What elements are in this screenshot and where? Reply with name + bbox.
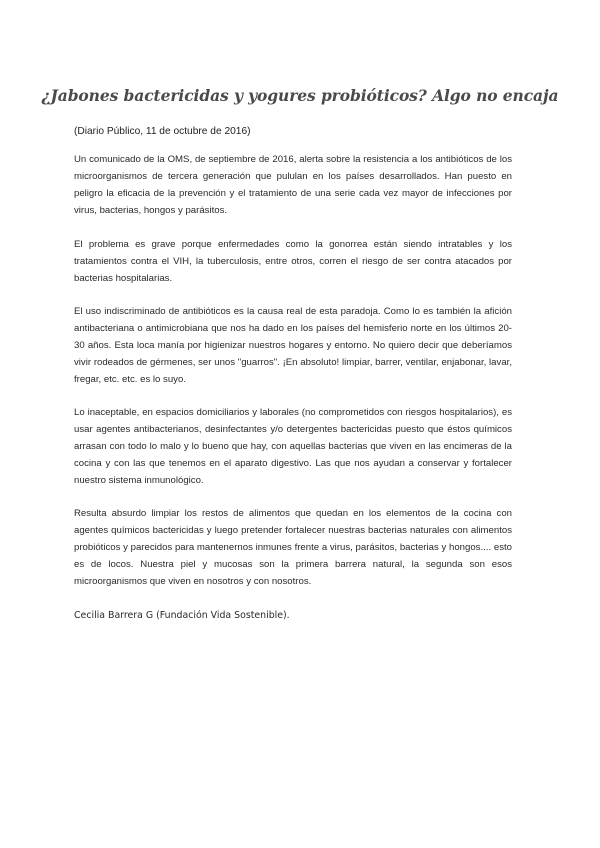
paragraph-2: El problema es grave porque enfermedades como la gonorrea están siendo intratables y los tratamientos contra el VIH, la tuberculosis, entre otros, corren el riesgo de ser contra atacados por bacterias hospitalarias. — [74, 239, 512, 284]
paragraph-3: El uso indiscriminado de antibióticos es la causa real de esta paradoja. Como lo es también la afición antibacteriana o antimicrobiana que nos ha dado en los países del hemisferio norte en los últimos 20-30 años. Esta loca manía por higienizar nuestros hogares y entorno. No quiero decir que deberíamos vivir rodeados de gérmenes, ser unos "guarros". ¡En absoluto! limpiar, barrer, ventilar, enjabonar, lavar, fregar, etc. etc. es lo suyo. — [74, 306, 512, 385]
author-signature: Cecilia Barrera G (Fundación Vida Sostenible). — [74, 610, 290, 621]
paragraph-4: Lo inaceptable, en espacios domiciliarios y laborales (no comprometidos con riesgos hospitalarios), es usar agentes antibacterianos, desinfectantes y/o detergentes bactericidas puesto que éstos químicos arrasan con todo lo malo y lo bueno que hay, con aquellas bacterias que viven en las encimeras de la cocina y con las que tenemos en el aparato digestivo. Las que nos ayudan a conservar y fortalecer nuestro sistema inmunológico. — [74, 407, 512, 486]
paragraph-1: Un comunicado de la OMS, de septiembre de 2016, alerta sobre la resistencia a los antibióticos de los microorganismos de tercera generación que pululan en los países desarrollados. Han puesto en peligro la eficacia de la prevención y el tratamiento de una serie cada vez mayor de infecciones por virus, bacterias, hongos y parásitos. — [74, 154, 512, 216]
document-title: ¿Jabones bactericidas y yogures probióticos? Algo no encaja — [41, 86, 559, 105]
paragraph-5: Resulta absurdo limpiar los restos de alimentos que quedan en los elementos de la cocina con agentes químicos bactericidas y luego pretender fortalecer nuestras bacterias naturales con alimentos probióticos y parecidos para mantenernos inmunes frente a virus, parásitos, bacterias y hongos.... esto es de locos. Nuestra piel y mucosas son la primera barrera natural, la segunda son esos microorganismos que viven en nosotros y con nosotros. — [74, 508, 512, 587]
source-citation: (Diario Público, 11 de octubre de 2016) — [74, 126, 251, 137]
